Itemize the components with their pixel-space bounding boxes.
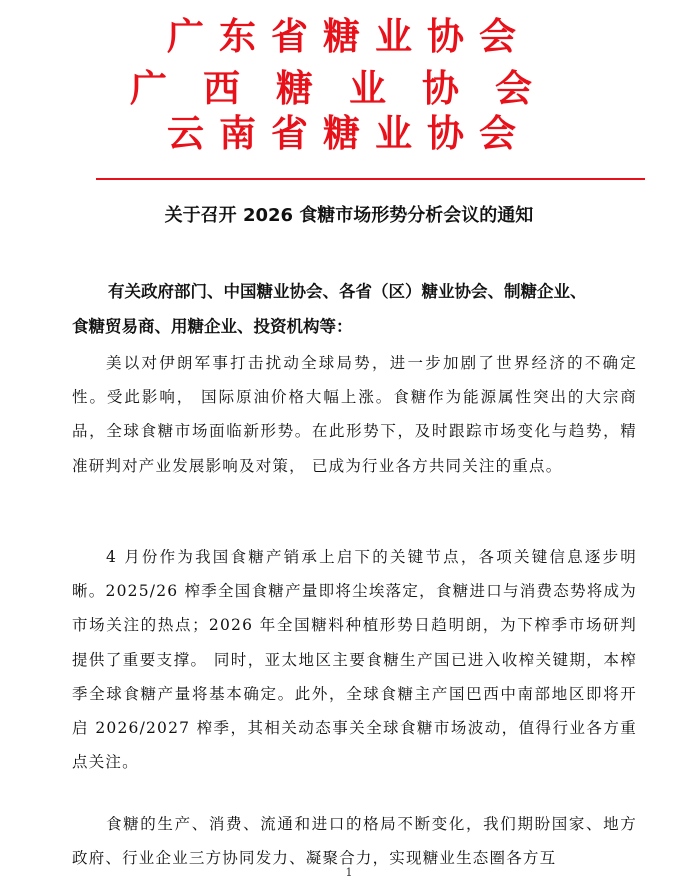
org-name-guangxi: 广西糖业协会 [130, 66, 568, 110]
org-name-yunnan: 云南省糖业协会 [167, 111, 531, 155]
org-name-guangdong: 广东省糖业协会 [167, 14, 531, 58]
body-paragraph-1: 美以对伊朗军事打击扰动全球局势，进一步加剧了世界经济的不确定性。受此影响， 国际原油价格大幅上涨。食糖作为能源属性突出的大宗商品，全球食糖市场面临新形势。在此形势下，及时跟踪市场变化与趋势，精准研判对产业发展影响及对策， 已成为行业各方共同关注的重点。 [72, 354, 637, 475]
salutation [72, 274, 642, 344]
body-paragraph-3: 食糖的生产、消费、流通和进口的格局不断变化，我们期盼国家、地方政府、行业企业三方协同发力、凝聚合力，实现糖业生态圈各方互 [72, 815, 637, 868]
salutation-line-1: 有关政府部门、中国糖业协会、各省（区）糖业协会、制糖企业、 [108, 282, 587, 301]
document-title: 关于召开 2026 食糖市场形势分析会议的通知 [164, 205, 534, 226]
body-paragraph-2: 4 月份作为我国食糖产销承上启下的关键节点，各项关键信息逐步明晰。2025/26 榨季全国食糖产量即将尘埃落定，食糖进口与消费态势将成为市场关注的热点；2026 年全国糖料种植形势日趋明朗，为下榨季市场研判提供了重要支撑。 同时，亚太地区主要食糖生产国已进入收榨关键期，本榨季全球食糖产量将基本确定。此外，全球食糖主产国巴西中南部地区即将开启 2026/2027 榨季，其相关动态事关全球食糖市场波动，值得行业各方重点关注。 [72, 548, 637, 772]
page-number: 1 [345, 866, 353, 879]
salutation-line-2: 食糖贸易商、用糖企业、投资机构等： [72, 317, 353, 336]
header-divider [96, 178, 645, 180]
